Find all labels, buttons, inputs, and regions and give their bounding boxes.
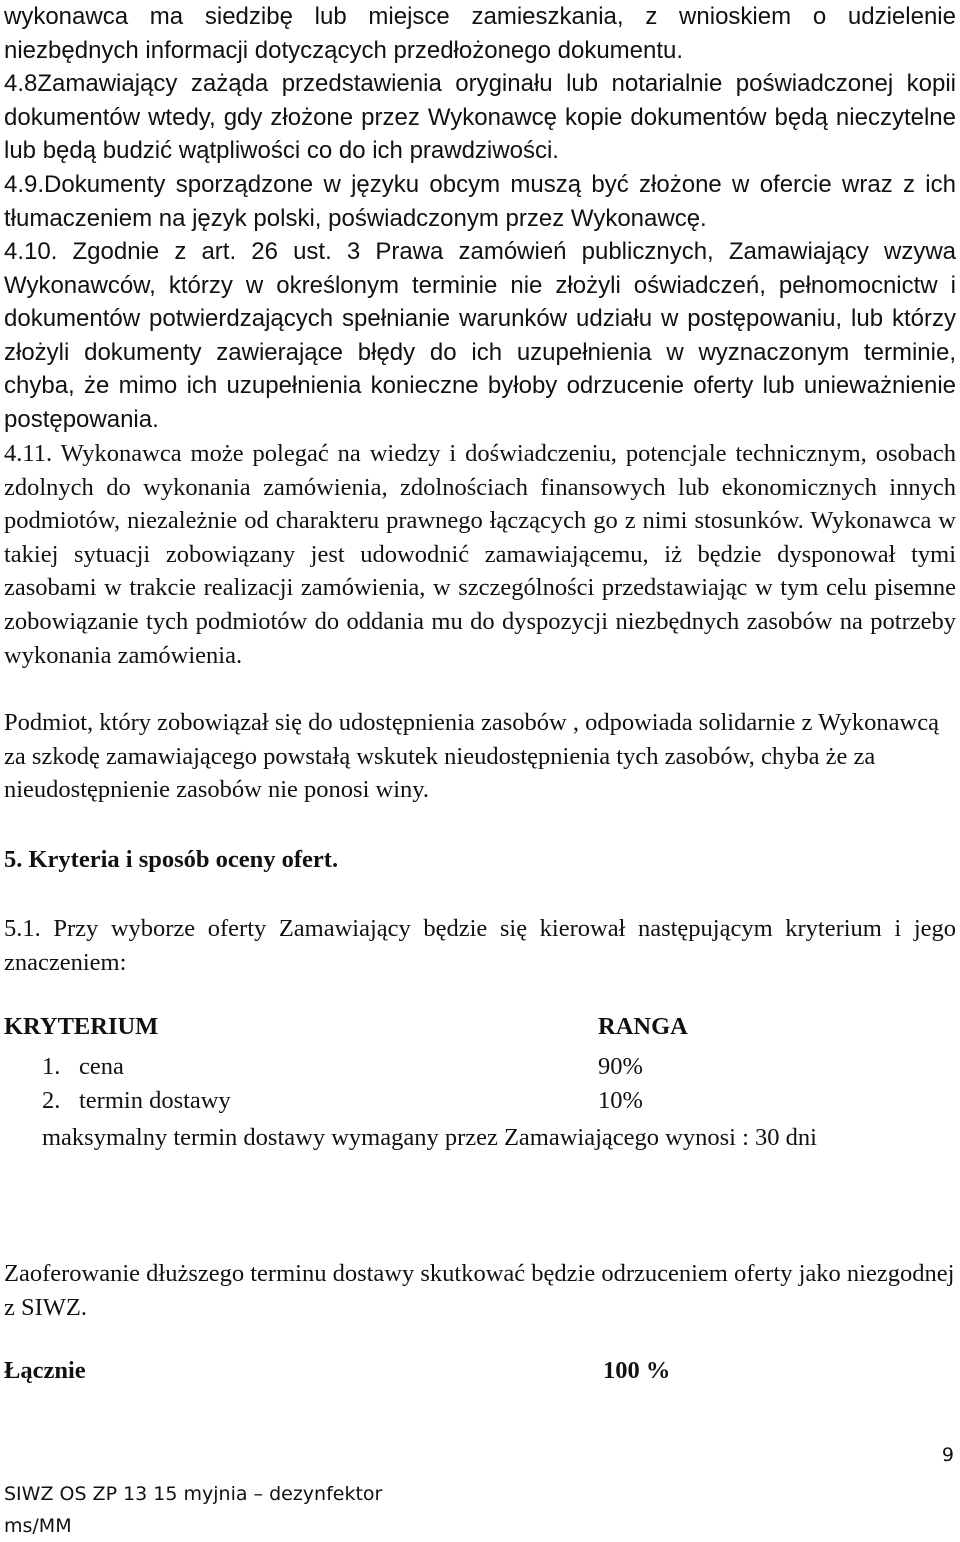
total-label: Łącznie	[4, 1357, 86, 1384]
note-maximum-delivery: maksymalny termin dostawy wymagany przez Zamawiającego wynosi : 30 dni	[42, 1124, 817, 1151]
criterion-row-ranga: 10%	[598, 1087, 643, 1114]
criterion-row-ranga: 90%	[598, 1053, 643, 1080]
paragraph-4-8: 4.8Zamawiający zażąda przedstawienia oryginału lub notarialnie poświadczonej kopii dokumentów wtedy, gdy złożone przez Wykonawcę kopie dokumentów będą nieczytelne lub będą budzić wątpliwości co do ich prawdziwości.	[4, 70, 956, 165]
footer-line-2: ms/MM	[4, 1515, 72, 1537]
paragraph-4-10: 4.10. Zgodnie z art. 26 ust. 3 Prawa zamówień publicznych, Zamawiający wzywa Wykonawców, którzy w określonym terminie nie złożyli oświadczeń, pełnomocnictw i dokumentów potwierdzających spełnianie warunków udziału w postępowaniu, lub którzy złożyli dokumenty zawierające błędy do ich uzupełnienia w wyznaczonym terminie, chyba, że mimo ich uzupełnienia konieczne byłoby odrzucenie oferty lub unieważnienie postępowania.	[4, 238, 956, 433]
total-value: 100 %	[603, 1357, 671, 1384]
criterion-row-name: cena	[79, 1053, 124, 1080]
paragraph-5-1: 5.1. Przy wyborze oferty Zamawiający będzie się kierował następującym kryterium i jego znaczeniem:	[4, 915, 956, 976]
footer-line-1: SIWZ OS ZP 13 15 myjnia – dezynfektor	[4, 1483, 383, 1505]
criterion-row-number: 1.	[42, 1053, 61, 1080]
page-number: 9	[941, 1444, 954, 1466]
paragraph-4-11: 4.11. Wykonawca może polegać na wiedzy i doświadczeniu, potencjale technicznym, osobach zdolnych do wykonania zamówienia, zdolnościach finansowych lub ekonomicznych innych podmiotów, niezależnie od charakteru prawnego łączących go z nimi stosunków. Wykonawca w takiej sytuacji zobowiązany jest udowodnić zamawiającemu, iż będzie dysponował tymi zasobami w trakcie realizacji zamówienia, w szczególności przedstawiając w tym celu pisemne zobowiązanie tych podmiotów do oddania mu do dyspozycji niezbędnych zasobów na potrzeby wykonania zamówienia.	[4, 440, 956, 669]
paragraph-continuation: wykonawca ma siedzibę lub miejsce zamieszkania, z wnioskiem o udzielenie niezbędnych informacji dotyczących przedłożonego dokumentu.	[4, 3, 956, 64]
column-header-ranga: RANGA	[598, 1013, 688, 1040]
column-header-kryterium: KRYTERIUM	[4, 1013, 159, 1040]
footer	[4, 1478, 382, 1542]
paragraph-4-9: 4.9.Dokumenty sporządzone w języku obcym muszą być złożone w ofercie wraz z ich tłumaczeniem na język polski, poświadczonym przez Wykonawcę.	[4, 171, 956, 232]
section-heading: 5. Kryteria i sposób oceny ofert.	[4, 846, 339, 873]
note-rejection: Zaoferowanie dłuższego terminu dostawy skutkować będzie odrzuceniem oferty jako niezgodnej z SIWZ.	[4, 1260, 955, 1321]
criterion-row-name: termin dostawy	[79, 1087, 231, 1114]
criterion-row-number: 2.	[42, 1087, 61, 1114]
paragraph-podmiot: Podmiot, który zobowiązał się do udostępnienia zasobów , odpowiada solidarnie z Wykonawcą za szkodę zamawiającego powstałą wskutek nieudostępnienia tych zasobów, chyba że za nieudostępnienie zasobów nie ponosi winy.	[4, 709, 939, 804]
